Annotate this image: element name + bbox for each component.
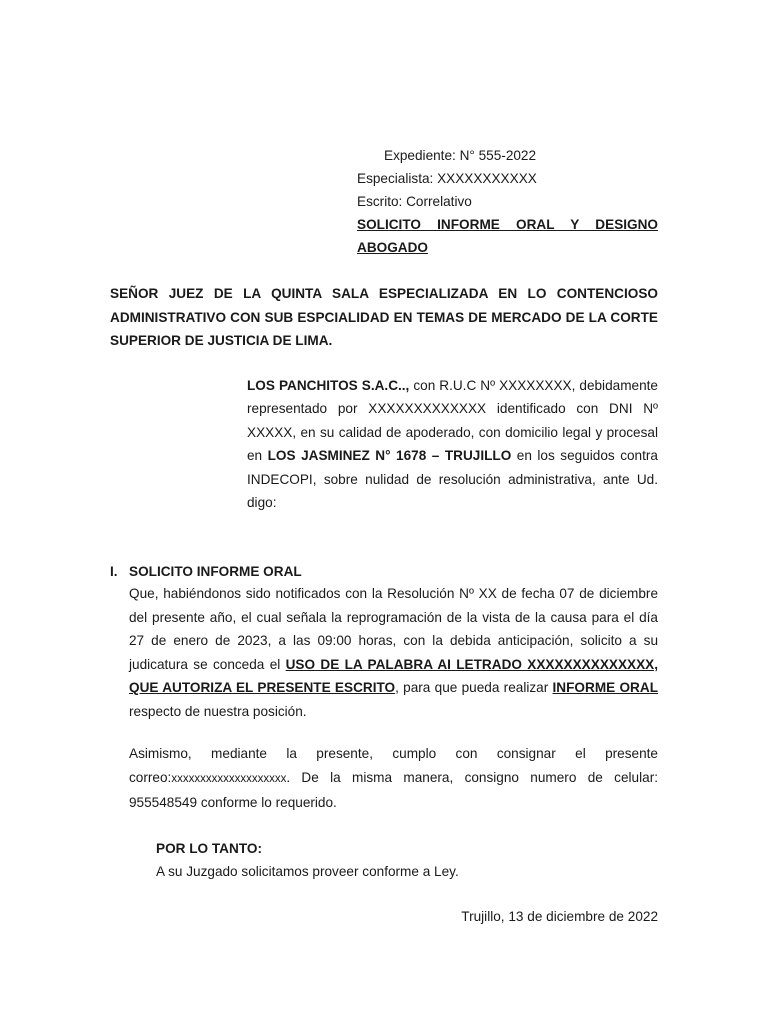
para1-text-1: Que, habiéndonos sido notificados con la Resolución Nº XX de fecha 07 de diciembre del presente año, el cual señala la reprogramación de la vista de la causa para el día 27 de enero de 2023, a las 09:00 horas, con la debida anticipación, solicito a su judicatura se conceda el xyxy=(129,586,658,672)
party-address: LOS JASMINEZ N° 1678 – TRUJILLO xyxy=(267,448,512,464)
addressee-paragraph: SEÑOR JUEZ DE LA QUINTA SALA ESPECIALIZADA EN LO CONTENCIOSO ADMINISTRATIVO CON SUB ESPCIALIDAD EN TEMAS DE MERCADO DE LA CORTE SUPERIOR DE JUSTICIA DE LIMA. xyxy=(110,286,658,348)
summary-heading: SOLICITO INFORME ORAL Y DESIGNO ABOGADO xyxy=(357,217,658,255)
para1-emphasis-1: USO DE LA PALABRA AI LETRADO XXXXXXXXXXXXXX, QUE AUTORIZA EL PRESENTE ESCRITO xyxy=(129,656,658,696)
para1-text-3: respecto de nuestra posición. xyxy=(129,703,307,719)
section-heading xyxy=(110,560,302,583)
contact-paragraph xyxy=(129,742,658,815)
para2-text-2: . De la misma manera, consigno numero de celular: 955548549 conforme lo requerido. xyxy=(129,770,658,810)
brief-type: Escrito: Correlativo xyxy=(357,194,472,209)
request-paragraph xyxy=(129,582,658,724)
para1-text-2: , para que pueda realizar xyxy=(395,680,553,696)
case-number: Expediente: N° 555-2022 xyxy=(384,148,537,163)
para1-emphasis-2: INFORME ORAL xyxy=(552,680,658,696)
place-date: Trujillo, 13 de diciembre de 2022 xyxy=(461,909,658,924)
section-number: I. xyxy=(110,564,118,579)
party-text-1: con R.U.C Nº XXXXXXXX, debidamente representado por XXXXXXXXXXXXX identificado con DNI Nº XXXXX, en su calidad de apoderado, con domicilio legal y procesal en xyxy=(247,378,658,464)
email-address: xxxxxxxxxxxxxxxxxxxx xyxy=(171,773,287,785)
party-name: LOS PANCHITOS S.A.C.., xyxy=(247,378,410,393)
section-title: SOLICITO INFORME ORAL xyxy=(129,564,302,579)
party-text-2: en los seguidos contra INDECOPI, sobre nulidad de resolución administrativa, ante Ud. digo: xyxy=(247,448,658,511)
para2-text-1: Asimismo, mediante la presente, cumplo con consignar el presente correo: xyxy=(129,746,658,785)
therefore-heading: POR LO TANTO: xyxy=(156,841,262,856)
party-paragraph xyxy=(247,374,658,514)
closing-request: A su Juzgado solicitamos proveer conforme a Ley. xyxy=(156,864,459,879)
specialist: Especialista: XXXXXXXXXXX xyxy=(357,171,537,186)
